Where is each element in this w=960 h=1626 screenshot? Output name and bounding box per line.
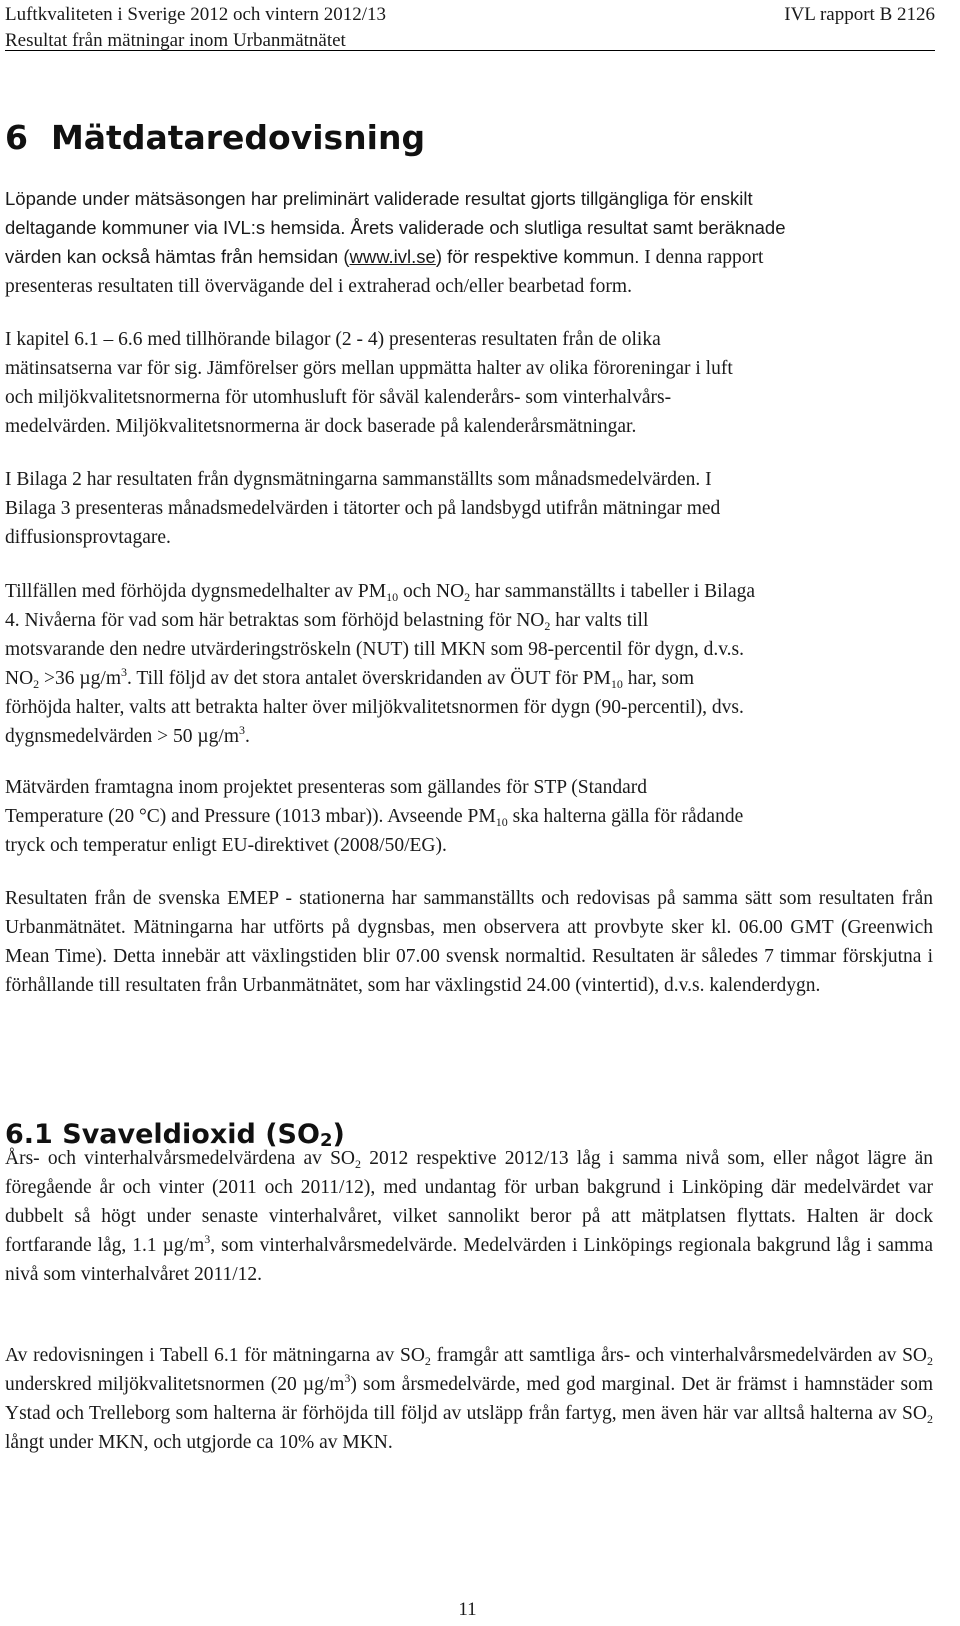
subscript: 2 xyxy=(464,590,471,604)
p1-line3 xyxy=(5,242,933,272)
p1-line3c: I denna rapport xyxy=(639,247,764,268)
p4-text: Tillfällen med förhöjda dygnsmedelhalter av PM xyxy=(5,581,387,602)
ivl-website-link[interactable]: www.ivl.se xyxy=(349,246,436,267)
p4-text: . Till följd av det stora antalet överskridanden av ÖUT för PM xyxy=(127,668,611,689)
p4-line6 xyxy=(5,722,933,751)
section-number: 6 xyxy=(5,118,28,157)
p3-line3: diffusionsprovtagare. xyxy=(5,527,171,548)
subscript: 2 xyxy=(33,677,40,691)
p2-line3: och miljökvalitetsnormerna för utomhusluft för såväl kalenderårs- som vinterhalvårs- xyxy=(5,387,672,408)
p4-line5: förhöjda halter, valts att betrakta halter över miljökvalitetsnormen för dygn (90-percentil), dvs. xyxy=(5,697,744,718)
p8-text: Av redovisningen i Tabell 6.1 för mätningarna av SO xyxy=(5,1345,425,1366)
p4-text: NO xyxy=(5,668,34,689)
p7-text: Års- och vinterhalvårsmedelvärdena av SO xyxy=(5,1148,356,1169)
header-report-title: Luftkvaliteten i Sverige 2012 och vintern 2012/13 xyxy=(5,4,386,25)
p3-line2: Bilaga 3 presenteras månadsmedelvärden i tätorter och på landsbygd utifrån mätningar med xyxy=(5,498,721,519)
page-number: 11 xyxy=(458,1599,477,1620)
subsection-title-text: ) xyxy=(332,1119,345,1150)
paragraph-emep: Resultaten från de svenska EMEP - stationerna har sammanställts och redovisas på samma sätt som resultaten från Urbanmätnätet. Mätningarna har utförts på dygnsbas, men observera att provbyte sker kl. 06.00 GMT (Greenwich Mean Time). Detta innebär att växlingstiden blir 07.00 svensk normaltid. Resultaten är således 7 timmar förskjutna i förhållande till resultaten från Urbanmätnätet, som har växlingstid 24.00 (vintertid), d.v.s. kalenderdygn. xyxy=(5,888,933,996)
subsection-number: 6.1 xyxy=(5,1119,53,1150)
section-title: Mätdataredovisning xyxy=(50,118,426,157)
p4-text: har sammanställts i tabeller i Bilaga xyxy=(470,581,756,602)
paragraph-elevated-levels xyxy=(5,577,933,751)
p5-text: Temperature (20 °C) and Pressure (1013 mbar)). Avseende PM xyxy=(5,806,496,827)
subscript: 2 xyxy=(355,1157,362,1171)
subscript: 2 xyxy=(544,619,551,633)
p2-line1: I kapitel 6.1 – 6.6 med tillhörande bilagor (2 - 4) presenteras resultaten från de olika xyxy=(5,329,661,350)
subscript: 2 xyxy=(927,1412,933,1426)
p4-text: har valts till xyxy=(550,610,649,631)
p4-line3: motsvarande den nedre utvärderingströskeln (NUT) till MKN som 98-percentil för dygn, d.v.s. xyxy=(5,639,745,660)
p4-line2 xyxy=(5,606,933,635)
p4-text: 4. Nivåerna för vad som här betraktas som förhöjd belastning för NO xyxy=(5,610,545,631)
p8-text: ) som årsmedelvärde, med god marginal. Det är främst i hamnstäder som Ystad och Trelleborg som halterna är förhöjda till följd av utsläpp från fartyg, men även här var alltså halterna av SO xyxy=(5,1374,933,1424)
header-report-subtitle: Resultat från mätningar inom Urbanmätnätet xyxy=(5,30,346,51)
subscript: 10 xyxy=(610,677,623,691)
superscript: 3 xyxy=(344,1371,351,1385)
paragraph-so2-table xyxy=(5,1341,933,1457)
p7-text: 2012 respektive 2012/13 låg i samma nivå som, eller något lägre än föregående år och vinter (2011 och 2011/12), med undantag för urban bakgrund i Linköping där medelvärdet var dubbelt så högt under senaste vinterhalvåret, vilket sannolikt beror på att mätplatsen flyttats. Halten är dock fortfarande låg, 1.1 µg/m xyxy=(5,1148,933,1256)
p4-text: dygnsmedelvärden > 50 µg/m xyxy=(5,726,239,747)
p5-line3: tryck och temperatur enligt EU-direktivet (2008/50/EG). xyxy=(5,835,447,856)
p4-text: har, som xyxy=(622,668,695,689)
subscript: 2 xyxy=(319,1130,333,1151)
section-heading xyxy=(5,118,425,158)
paragraph-chapters xyxy=(5,325,933,441)
subsection-title-text: Svaveldioxid (SO xyxy=(62,1119,320,1150)
p4-line4 xyxy=(5,664,933,693)
p4-text: >36 µg/m xyxy=(39,668,121,689)
p4-text: . xyxy=(244,726,250,747)
p8-text: underskred miljökvalitetsnormen (20 µg/m xyxy=(5,1374,345,1395)
subscript: 2 xyxy=(927,1354,934,1368)
p4-line1 xyxy=(5,577,933,606)
paragraph-appendices xyxy=(5,465,933,552)
superscript: 3 xyxy=(238,723,245,737)
p2-line2: mätinsatserna var för sig. Jämförelser görs mellan uppmätta halter av olika föroreningar i luft xyxy=(5,358,733,379)
paragraph-intro xyxy=(5,184,933,301)
subscript: 10 xyxy=(495,815,508,829)
superscript: 3 xyxy=(121,665,127,679)
p7-text: , som vinterhalvårsmedelvärde. Medelvärden i Linköpings regionala bakgrund låg i samma nivå som vinterhalvåret 2011/12. xyxy=(5,1235,933,1285)
header-left xyxy=(5,2,386,54)
header-report-number: IVL rapport B 2126 xyxy=(784,4,935,25)
p4-text: och NO xyxy=(398,581,465,602)
paragraph-so2-levels xyxy=(5,1144,933,1289)
p1-line3a: värden kan också hämtas från hemsidan ( xyxy=(5,246,350,267)
p3-line1: I Bilaga 2 har resultaten från dygnsmätningarna sammanställts som månadsmedelvärden. I xyxy=(5,469,712,490)
page-header xyxy=(5,2,935,51)
p1-line2: deltagande kommuner via IVL:s hemsida. Årets validerade och slutliga resultat samt beräknade xyxy=(5,217,786,238)
p5-line1: Mätvärden framtagna inom projektet presenteras som gällandes för STP (Standard xyxy=(5,777,648,798)
p1-line4: presenteras resultaten till övervägande del i extraherad och/eller bearbetad form. xyxy=(5,276,632,297)
paragraph-stp xyxy=(5,773,933,860)
p8-text: långt under MKN, och utgjorde ca 10% av MKN. xyxy=(5,1432,393,1453)
subscript: 10 xyxy=(386,590,399,604)
p8-text: framgår att samtliga års- och vinterhalvårsmedelvärden av SO xyxy=(430,1345,928,1366)
superscript: 3 xyxy=(204,1232,211,1246)
p2-line4: medelvärden. Miljökvalitetsnormerna är dock baserade på kalenderårsmätningar. xyxy=(5,416,637,437)
p1-line3b: ) för respektive kommun. xyxy=(435,246,640,267)
p1-line1: Löpande under mätsäsongen har preliminärt validerade resultat gjorts tillgängliga för enskilt xyxy=(5,188,753,209)
p5-line2 xyxy=(5,802,933,831)
subscript: 2 xyxy=(424,1354,431,1368)
p5-text: ska halterna gälla för rådande xyxy=(507,806,744,827)
